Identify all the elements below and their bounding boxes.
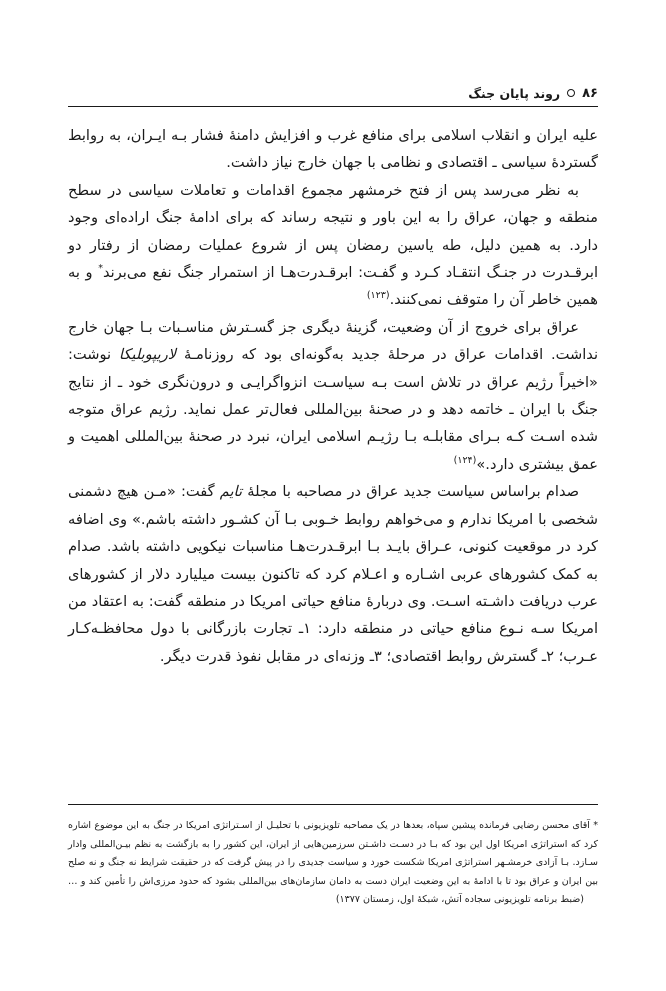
footnote-marker: * bbox=[98, 263, 103, 275]
paragraph-4 bbox=[68, 478, 598, 670]
header-divider bbox=[68, 106, 598, 107]
paragraph-2-tail: و به همین خاطر آن را متوقف نمی‌کنند. bbox=[68, 264, 598, 309]
magazine-name: تایم bbox=[219, 483, 243, 501]
paragraph-3 bbox=[68, 314, 598, 478]
paragraph-3-text-b: نوشت: «اخیراً رژیم عراق در تلاش است بـه سیاسـت انزواگرایـی و درون‌نگری خود ـ از نتایج جنگ با ایران ـ خاتمه دهد و در صحنهٔ بین‌المللی فعال‌تر عمل نماید. رژیم عراق متوجه شده اسـت کـه بـرای مقابلـه بـا رژیـم اسلامی ایران، نبرد در صحنهٔ بین‌المللی اهمیت و عمق بیشتری دارد.» bbox=[68, 346, 598, 473]
citation-124: (۱۲۴) bbox=[453, 455, 477, 467]
footnote-source: (ضبط برنامه تلویزیونی سجاده آتش، شبکهٔ اول، زمستان ۱۳۷۷) bbox=[335, 894, 584, 906]
running-head bbox=[68, 82, 598, 104]
citation-123: (۱۲۳) bbox=[366, 290, 390, 302]
paragraph-2 bbox=[68, 177, 598, 314]
page-number: ۸۶ bbox=[582, 85, 598, 101]
body-text bbox=[68, 122, 598, 670]
paragraph-4-text-a: صدام براساس سیاست جدید عراق در مصاحبه با مجلهٔ bbox=[242, 483, 579, 501]
paragraph-4-text-b: گفت: «مـن هیچ دشمنی شخصی با امریکا ندارم و می‌خواهم روابط خـوبی بـا آن کشـور داشته باشم.» وی اضافه کرد در موقعیت کنونی، عـراق بایـد بـا ابرقـدرت‌هـا مناسبات نیکویی داشته باشد. صدام به کمک کشورهای عربی اشـاره و اعـلام کرد که تاکنون بیست میلیارد دلار از کشورهای عرب دریافت داشـته اسـت. وی دربارهٔ منافع حیاتی امریکا در منطقه گفت: به اعتقاد من امریکا سـه نـوع منافع حیاتی در منطقه دارد: ۱ـ تجارت بازرگانی با دول محافظـه‌کـار عـرب؛ ۲ـ گسترش روابط اقتصادی؛ ۳ـ وزنه‌ای در مقابل نفوذ قدرت دیگر. bbox=[68, 483, 599, 665]
circle-bullet-icon bbox=[567, 89, 575, 97]
footnote-text: * آقای محسن رضایی فرمانده پیشین سپاه، بعدها در یک مصاحبه تلویزیونی با تحلیـل از اسـتراتژی امریکا در جنگ به این موضوع اشاره کرد که استراتژی امریکا اول این بود که بـا در دسـت داشـتن سرزمین‌هایی از ایران، این کشور را به بازگشت به نظم بیـن‌المللی وادار سـازد. بـا آزادی خرمشـهر استراتژی امریکا شکست خورد و سیاست جدیدی را در پیش گرفت که در حقیقت شرایط نه جنگ و نه صلح بین ایران و عراق بود تا با ادامهٔ به این وضعیت ایران دست به دامان سازمان‌های بین‌المللی بشود که حدود مرزی‌اش را تأمین کند و … bbox=[68, 820, 598, 887]
paragraph-1: علیه ایران و انقلاب اسلامی برای منافع غرب و افزایش دامنهٔ فشار بـه ایـران، به روابط گستردهٔ سیاسی ـ اقتصادی و نظامی با جهان خارج نیاز داشت. bbox=[68, 127, 598, 172]
paragraph-3-text-a: عراق برای خروج از آن وضعیت، گزینهٔ دیگری جز گسـترش مناسـبات بـا جهان خارج نداشت. اقدامات عراق در مرحلهٔ جدید به‌گونه‌ای بود که روزنامـهٔ bbox=[68, 318, 599, 364]
paragraph-2-text: به نظر می‌رسد پس از فتح خرمشهر مجموع اقدامات و تعاملات سیاسی در سطح منطقه و جهان، عراق را به این باور و نتیجه رساند که برای ادامهٔ جنگ اراده‌ای وجود دارد. به همین دلیل، طه یاسین رمضان پس از شروع عملیات رمضان از رفتار دو ابرقـدرت در جنـگ انتقـاد کـرد و گفـت: ابرقـدرت‌هـا از استمرار جنگ نفع می‌برند bbox=[68, 181, 598, 282]
footnote-paragraph bbox=[68, 817, 598, 910]
newspaper-name: لاریپوبلیکا bbox=[118, 346, 177, 364]
footnote-divider bbox=[68, 804, 598, 805]
running-title: روند پایان جنگ bbox=[468, 85, 561, 101]
footnote bbox=[68, 817, 598, 910]
